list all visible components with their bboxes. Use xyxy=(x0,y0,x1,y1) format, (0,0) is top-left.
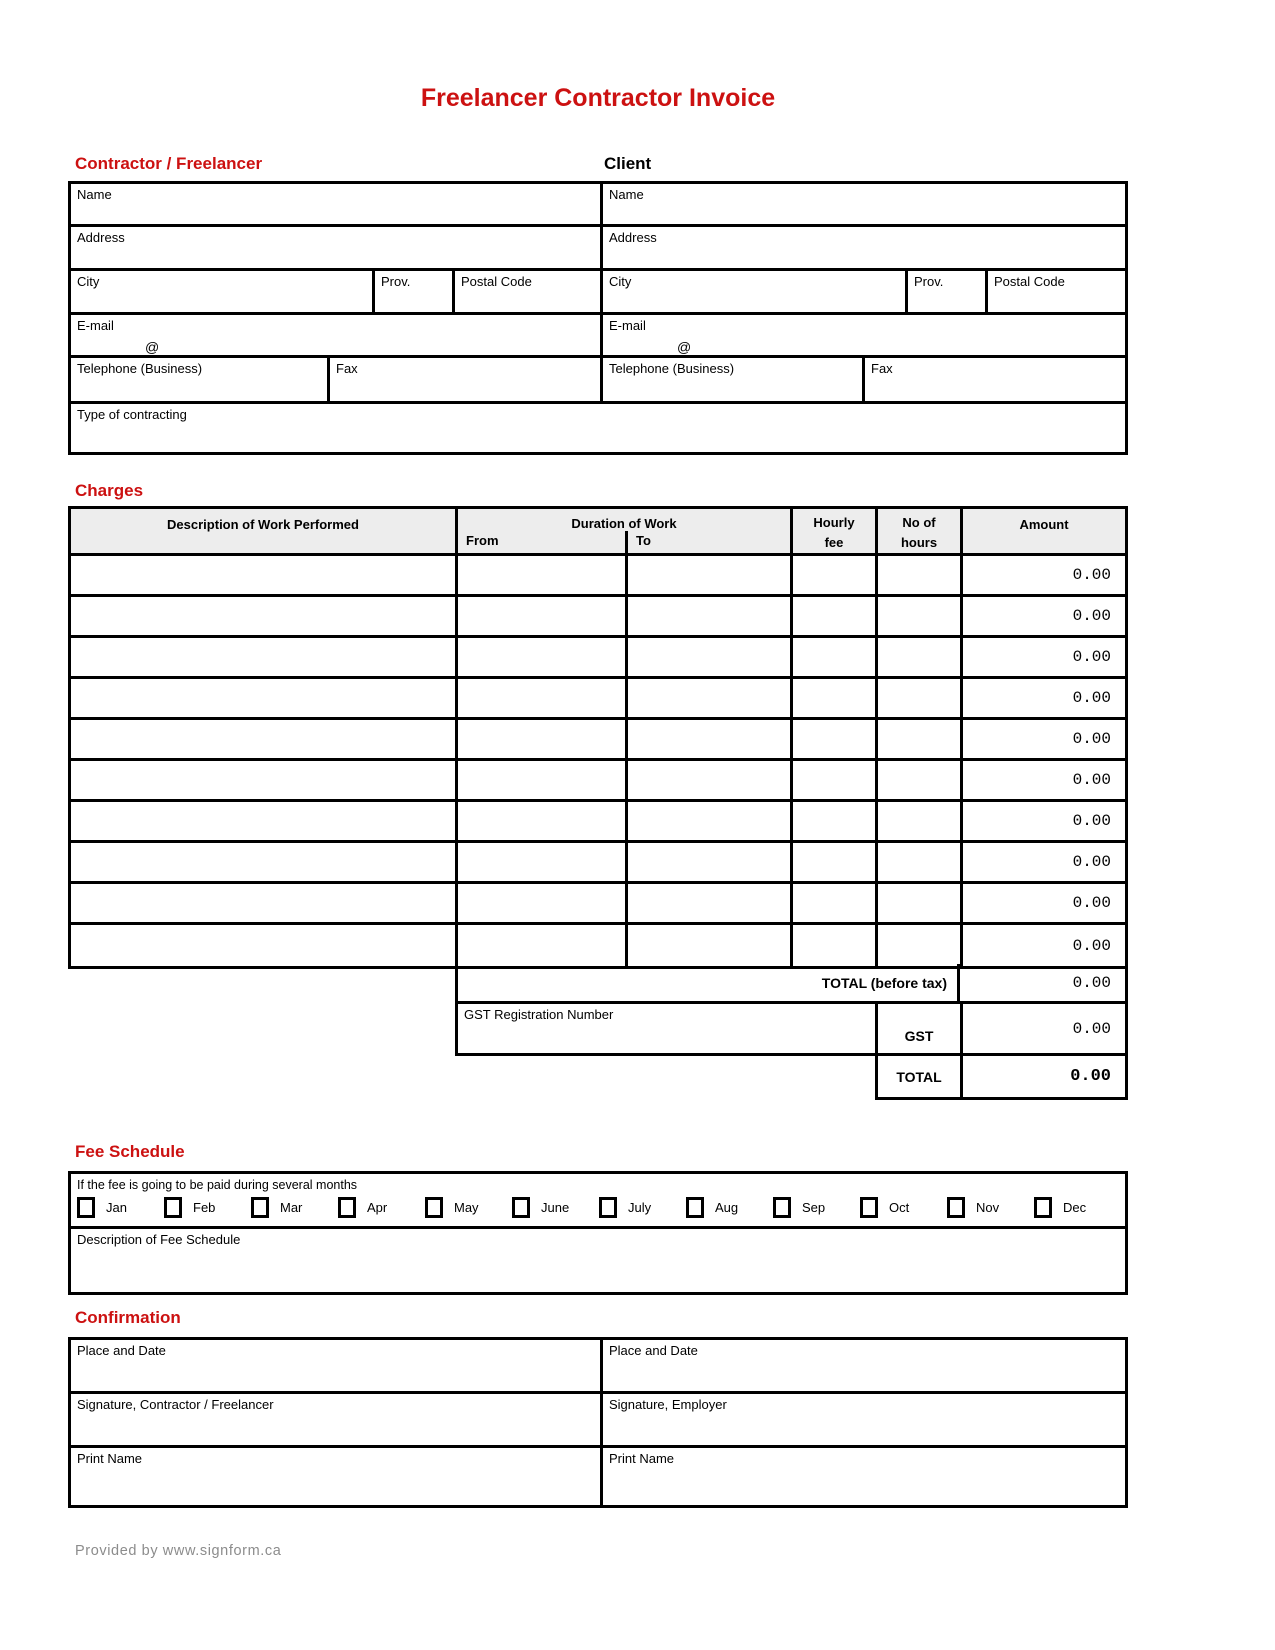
page-title: Freelancer Contractor Invoice xyxy=(420,84,776,112)
charge-from-cell[interactable] xyxy=(458,679,628,717)
client-section-heading: Client xyxy=(604,154,652,173)
total-before-tax-amount[interactable]: 0.00 xyxy=(957,964,1125,1001)
charge-description-cell[interactable] xyxy=(71,761,458,799)
charge-to-cell[interactable] xyxy=(628,597,793,635)
month-label: June xyxy=(541,1200,570,1215)
charge-row xyxy=(71,556,1125,597)
client-postal-label: Postal Code xyxy=(994,274,1065,289)
month-checkbox[interactable] xyxy=(686,1197,704,1218)
column-header-from: From xyxy=(458,531,628,553)
client-city-label: City xyxy=(609,274,632,289)
month-checkbox[interactable] xyxy=(599,1197,617,1218)
grand-total-label: TOTAL xyxy=(878,1056,963,1097)
fee-schedule-description-field[interactable] xyxy=(71,1226,1125,1292)
fee-schedule-instruction: If the fee is going to be paid during several months xyxy=(77,1178,358,1192)
charge-row xyxy=(71,679,1125,720)
gst-registration-label: GST Registration Number xyxy=(464,1007,614,1022)
contractor-postal-label: Postal Code xyxy=(461,274,532,289)
charge-description-cell[interactable] xyxy=(71,638,458,676)
gst-row xyxy=(455,1004,1128,1056)
charge-to-cell[interactable] xyxy=(628,679,793,717)
month-label: Sep xyxy=(802,1200,826,1215)
charge-amount-cell[interactable]: 0.00 xyxy=(1072,648,1111,666)
charge-from-cell[interactable] xyxy=(458,843,628,881)
month-checkbox[interactable] xyxy=(77,1197,95,1218)
provided-by-footer: Provided by www.signform.ca xyxy=(75,1543,282,1559)
charge-no-of-hours-cell[interactable] xyxy=(878,597,963,635)
city-row xyxy=(71,271,1125,315)
signature-row xyxy=(71,1394,1125,1448)
total-before-tax-label: TOTAL (before tax) xyxy=(821,974,947,991)
column-header-to: To xyxy=(636,533,651,548)
charge-description-cell[interactable] xyxy=(71,802,458,840)
charge-hourly-fee-cell[interactable] xyxy=(793,679,878,717)
charge-description-cell[interactable] xyxy=(71,925,458,966)
client-address-field[interactable] xyxy=(603,227,1125,268)
charge-from-cell[interactable] xyxy=(458,802,628,840)
place-and-date-row xyxy=(71,1340,1125,1394)
charge-to-cell[interactable] xyxy=(628,925,793,966)
month-checkbox[interactable] xyxy=(512,1197,530,1218)
contractor-signature-label: Signature, Contractor / Freelancer xyxy=(77,1397,274,1412)
grand-total-row xyxy=(875,1056,1128,1100)
charge-to-cell[interactable] xyxy=(628,556,793,594)
hourly-fee-line1: Hourly xyxy=(813,515,855,530)
column-header-description: Description of Work Performed xyxy=(71,509,458,553)
month-checkbox[interactable] xyxy=(164,1197,182,1218)
charge-description-cell[interactable] xyxy=(71,597,458,635)
contractor-fax-label: Fax xyxy=(336,361,358,376)
client-print-name-field[interactable] xyxy=(603,1448,1125,1505)
at-sign-icon: @ xyxy=(145,339,160,355)
month-checkbox[interactable] xyxy=(773,1197,791,1218)
month-label: Nov xyxy=(976,1200,1000,1215)
contractor-telephone-field[interactable] xyxy=(71,358,330,401)
telephone-row xyxy=(71,358,1125,404)
month-option xyxy=(599,1197,686,1218)
charges-table-header xyxy=(71,509,1125,556)
duration-subheader xyxy=(458,531,790,553)
charge-hourly-fee-cell[interactable] xyxy=(793,761,878,799)
name-row xyxy=(71,184,1125,227)
charge-hourly-fee-cell[interactable] xyxy=(793,843,878,881)
contractor-telephone-label: Telephone (Business) xyxy=(77,361,203,376)
month-checkbox[interactable] xyxy=(1034,1197,1052,1218)
month-option xyxy=(773,1197,860,1218)
charge-from-cell[interactable] xyxy=(458,556,628,594)
month-option xyxy=(251,1197,338,1218)
grand-total-amount[interactable]: 0.00 xyxy=(1070,1067,1111,1086)
charge-amount-cell[interactable]: 0.00 xyxy=(1072,566,1111,584)
column-header-no-of-hours xyxy=(878,509,963,553)
charge-no-of-hours-cell[interactable] xyxy=(878,638,963,676)
charge-to-cell[interactable] xyxy=(628,884,793,922)
charge-to-cell[interactable] xyxy=(628,843,793,881)
client-name-field[interactable] xyxy=(603,184,1125,224)
charge-to-cell[interactable] xyxy=(628,802,793,840)
month-checkbox[interactable] xyxy=(947,1197,965,1218)
month-label: Mar xyxy=(280,1200,303,1215)
month-label: Oct xyxy=(889,1200,910,1215)
charge-hourly-fee-cell[interactable] xyxy=(793,556,878,594)
gst-label: GST xyxy=(878,1004,963,1053)
charge-description-cell[interactable] xyxy=(71,843,458,881)
month-checkbox[interactable] xyxy=(860,1197,878,1218)
charge-row xyxy=(71,597,1125,638)
month-checkbox[interactable] xyxy=(251,1197,269,1218)
at-sign-icon: @ xyxy=(677,339,692,355)
month-option xyxy=(77,1197,164,1218)
fee-schedule-section-heading: Fee Schedule xyxy=(75,1142,185,1161)
charge-hourly-fee-cell[interactable] xyxy=(793,597,878,635)
charge-description-cell[interactable] xyxy=(71,720,458,758)
confirmation-table xyxy=(68,1337,1128,1508)
column-header-amount: Amount xyxy=(1019,517,1069,532)
client-fax-field[interactable] xyxy=(865,358,1125,401)
client-postal-field[interactable] xyxy=(988,271,1125,312)
charge-no-of-hours-cell[interactable] xyxy=(878,679,963,717)
charge-amount-cell[interactable]: 0.00 xyxy=(1072,936,1111,955)
month-option xyxy=(164,1197,251,1218)
charge-row xyxy=(71,761,1125,802)
charge-from-cell[interactable] xyxy=(458,925,628,966)
party-headings xyxy=(68,154,1128,176)
contractor-prov-field[interactable] xyxy=(375,271,455,312)
type-of-contracting-label: Type of contracting xyxy=(77,407,187,422)
contractor-postal-field[interactable] xyxy=(455,271,603,312)
type-of-contracting-row xyxy=(71,404,1125,452)
charge-amount-cell[interactable]: 0.00 xyxy=(1072,894,1111,912)
charge-no-of-hours-cell[interactable] xyxy=(878,761,963,799)
charge-from-cell[interactable] xyxy=(458,720,628,758)
charge-from-cell[interactable] xyxy=(458,884,628,922)
duration-of-work-label: Duration of Work xyxy=(571,516,677,531)
charge-amount-cell[interactable]: 0.00 xyxy=(1072,607,1111,625)
contractor-email-label: E-mail xyxy=(77,318,114,333)
charge-hourly-fee-cell[interactable] xyxy=(793,802,878,840)
total-before-tax-row xyxy=(455,964,1128,1004)
charges-rows xyxy=(71,556,1125,966)
month-option xyxy=(338,1197,425,1218)
gst-amount[interactable]: 0.00 xyxy=(1072,1019,1111,1038)
charge-hourly-fee-cell[interactable] xyxy=(793,884,878,922)
charges-section-heading: Charges xyxy=(75,481,144,500)
month-label: Dec xyxy=(1063,1200,1087,1215)
client-place-date-field[interactable] xyxy=(603,1340,1125,1391)
contractor-print-name-label: Print Name xyxy=(77,1451,143,1466)
client-email-label: E-mail xyxy=(609,318,646,333)
client-prov-field[interactable] xyxy=(908,271,988,312)
contractor-place-date-label: Place and Date xyxy=(77,1343,166,1358)
contractor-place-date-field[interactable] xyxy=(71,1340,603,1391)
contractor-signature-field[interactable] xyxy=(71,1394,603,1445)
column-header-duration xyxy=(458,509,793,553)
contractor-address-label: Address xyxy=(77,230,125,245)
contractor-city-field[interactable] xyxy=(71,271,375,312)
charge-description-cell[interactable] xyxy=(71,556,458,594)
charge-hourly-fee-cell[interactable] xyxy=(793,638,878,676)
charge-no-of-hours-cell[interactable] xyxy=(878,925,963,966)
client-prov-label: Prov. xyxy=(914,274,944,289)
client-telephone-label: Telephone (Business) xyxy=(609,361,735,376)
contractor-name-field[interactable] xyxy=(71,184,603,224)
charge-no-of-hours-cell[interactable] xyxy=(878,884,963,922)
client-telephone-field[interactable] xyxy=(603,358,865,401)
contractor-name-label: Name xyxy=(77,187,112,202)
email-row xyxy=(71,315,1125,358)
month-checkbox[interactable] xyxy=(425,1197,443,1218)
month-checkbox[interactable] xyxy=(338,1197,356,1218)
print-name-row xyxy=(71,1448,1125,1505)
month-label: Feb xyxy=(193,1200,216,1215)
employer-signature-label: Signature, Employer xyxy=(609,1397,727,1412)
client-city-field[interactable] xyxy=(603,271,908,312)
charge-hourly-fee-cell[interactable] xyxy=(793,925,878,966)
no-of-hours-line1: No of xyxy=(902,515,936,530)
client-fax-label: Fax xyxy=(871,361,893,376)
month-label: July xyxy=(628,1200,652,1215)
month-option xyxy=(860,1197,947,1218)
contractor-print-name-field[interactable] xyxy=(71,1448,603,1505)
charge-amount-cell[interactable]: 0.00 xyxy=(1072,771,1111,789)
client-name-label: Name xyxy=(609,187,644,202)
charge-amount-cell[interactable]: 0.00 xyxy=(1072,689,1111,707)
charge-from-cell[interactable] xyxy=(458,638,628,676)
charge-hourly-fee-cell[interactable] xyxy=(793,720,878,758)
gst-registration-field[interactable] xyxy=(458,1004,878,1053)
charge-no-of-hours-cell[interactable] xyxy=(878,556,963,594)
client-print-name-label: Print Name xyxy=(609,1451,675,1466)
month-option xyxy=(947,1197,1034,1218)
parties-table xyxy=(68,181,1128,455)
charge-to-cell[interactable] xyxy=(628,638,793,676)
month-option xyxy=(686,1197,773,1218)
contractor-email-field[interactable] xyxy=(71,315,603,355)
charge-from-cell[interactable] xyxy=(458,761,628,799)
client-place-date-label: Place and Date xyxy=(609,1343,698,1358)
column-header-hourly-fee xyxy=(793,509,878,553)
address-row xyxy=(71,227,1125,271)
no-of-hours-line2: hours xyxy=(900,535,938,550)
month-option xyxy=(512,1197,599,1218)
charge-amount-cell[interactable]: 0.00 xyxy=(1072,812,1111,830)
charge-row xyxy=(71,720,1125,761)
month-label: Apr xyxy=(367,1200,388,1215)
month-label: May xyxy=(454,1200,479,1215)
charge-amount-cell[interactable]: 0.00 xyxy=(1072,853,1111,871)
fee-schedule-description-label: Description of Fee Schedule xyxy=(77,1232,241,1247)
charge-row xyxy=(71,843,1125,884)
charges-table xyxy=(68,506,1128,969)
contractor-section-heading: Contractor / Freelancer xyxy=(75,154,263,173)
month-label: Aug xyxy=(715,1200,739,1215)
contractor-address-field[interactable] xyxy=(71,227,603,268)
client-email-field[interactable] xyxy=(603,315,1125,355)
charge-row xyxy=(71,884,1125,925)
fee-schedule-box xyxy=(68,1171,1128,1295)
charge-no-of-hours-cell[interactable] xyxy=(878,843,963,881)
charge-row xyxy=(71,638,1125,679)
employer-signature-field[interactable] xyxy=(603,1394,1125,1445)
client-address-label: Address xyxy=(609,230,657,245)
charge-to-cell[interactable] xyxy=(628,720,793,758)
confirmation-section-heading: Confirmation xyxy=(75,1308,181,1327)
month-option xyxy=(1034,1197,1121,1218)
charge-description-cell[interactable] xyxy=(71,679,458,717)
charge-from-cell[interactable] xyxy=(458,597,628,635)
contractor-fax-field[interactable] xyxy=(330,358,603,401)
contractor-prov-label: Prov. xyxy=(381,274,411,289)
charge-to-cell[interactable] xyxy=(628,761,793,799)
charge-no-of-hours-cell[interactable] xyxy=(878,802,963,840)
charge-amount-cell[interactable]: 0.00 xyxy=(1072,730,1111,748)
month-option xyxy=(425,1197,512,1218)
months-checkbox-row xyxy=(71,1194,1125,1226)
charge-row xyxy=(71,925,1125,966)
charge-description-cell[interactable] xyxy=(71,884,458,922)
charge-no-of-hours-cell[interactable] xyxy=(878,720,963,758)
charge-row xyxy=(71,802,1125,843)
type-of-contracting-field[interactable] xyxy=(71,404,1125,452)
hourly-fee-line2: fee xyxy=(824,535,844,550)
contractor-city-label: City xyxy=(77,274,100,289)
month-label: Jan xyxy=(106,1200,127,1215)
